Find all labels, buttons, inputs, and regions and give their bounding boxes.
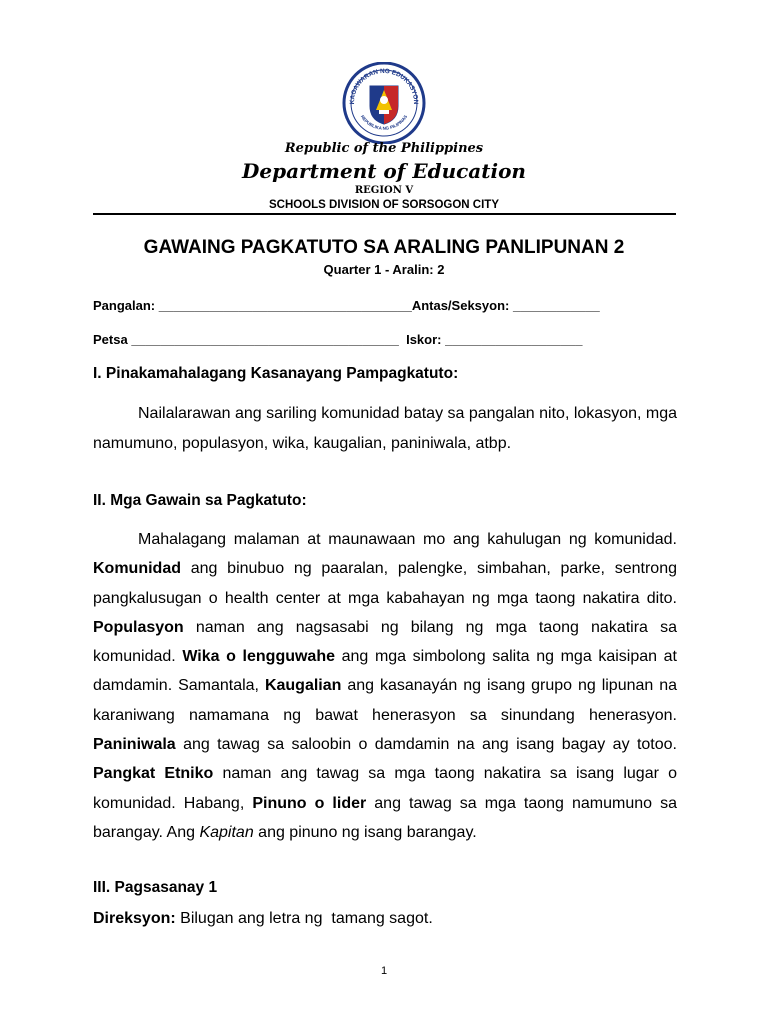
direction-label: Direksyon: <box>93 910 176 927</box>
direction-text: Bilugan ang letra ng tamang sagot. <box>175 910 433 927</box>
seal-text-bottom: REPUBLIKA NG PILIPINAS <box>359 114 409 131</box>
form-row-name <box>93 298 683 313</box>
score-label: Iskor: <box>406 332 442 347</box>
text-run: naman ang tawag sa mga taong nakatira sa isang lugar o komunidad. Habang, <box>93 765 677 812</box>
directions-line <box>93 910 433 928</box>
term-pangkat-etniko: Pangkat Etniko <box>93 765 214 783</box>
term-wika: Wika o lengguwahe <box>182 648 336 666</box>
section1-heading: I. Pinakamahalagang Kasanayang Pampagkatuto: <box>93 365 459 382</box>
text-run: Mahalagang malaman at maunawaan mo ang kahulugan ng komunidad. <box>138 531 677 548</box>
term-komunidad: Komunidad <box>93 560 181 578</box>
text-run: ang pinuno ng isang barangay. <box>253 823 477 841</box>
section2-paragraph <box>93 525 677 847</box>
page-subtitle: Quarter 1 - Aralin: 2 <box>323 262 445 277</box>
section-field[interactable]: ____________ <box>512 298 600 313</box>
text-run: ang mga simbolong salita ng mga kaisipan at damdamin. Samantala, <box>93 648 678 695</box>
section3-heading: III. Pagsasanay 1 <box>93 879 218 896</box>
term-populasyon: Populasyon <box>93 618 184 636</box>
republic-line: Republic of the Philippines <box>284 141 484 156</box>
name-field[interactable]: ___________________________________ <box>158 298 412 313</box>
term-kapitan: Kapitan <box>199 823 254 841</box>
form-row-date <box>93 332 683 347</box>
text-run: ang kasanayán ng isang grupo ng lipunan na karaniwang namamana ng bawat henerasyon sa sinundang henerasyon. <box>93 677 678 724</box>
name-label: Pangalan: <box>93 298 156 313</box>
score-field[interactable]: ___________________ <box>445 332 583 347</box>
division-label: SCHOOLS DIVISION OF SORSOGON CITY <box>268 199 500 211</box>
region-label: REGION V <box>354 185 414 196</box>
department-name: Department of Education <box>242 159 526 183</box>
section-label: Antas/Seksyon: <box>411 298 510 313</box>
section1-paragraph: Nailalarawan ang sariling komunidad batay sa pangalan nito, lokasyon, mga namumuno, populasyon, wika, kaugalian, paniniwala, atbp. <box>93 405 677 452</box>
section2-heading: II. Mga Gawain sa Pagkatuto: <box>93 492 307 509</box>
term-pinuno: Pinuno o lider <box>252 794 367 812</box>
deped-seal <box>334 62 434 144</box>
text-run: ang tawag sa saloobin o damdamin na ang isang bagay ay totoo. <box>175 736 677 754</box>
date-label: Petsa <box>93 332 128 347</box>
page-number: 1 <box>380 965 388 977</box>
seal-text-top: KAGAWARAN NG EDUKASYON <box>348 67 420 105</box>
text-run: naman ang nagsasabi ng bilang ng mga taong nakatira sa komunidad. <box>93 618 677 666</box>
term-kaugalian: Kaugalian <box>264 677 342 695</box>
header-divider <box>93 213 676 215</box>
date-field[interactable]: _____________________________________ <box>131 332 399 347</box>
text-run: ang binubuo ng paaralan, palengke, simbahan, parke, sentrong pangkalusugan o health center at mga kabahayan ng mga taong nakatira dito. <box>93 560 677 607</box>
text-run: ang tawag sa mga taong namumuno sa barangay. Ang <box>93 794 677 841</box>
term-paniniwala: Paniniwala <box>93 736 176 754</box>
page-title: GAWAING PAGKATUTO SA ARALING PANLIPUNAN 2 <box>143 237 625 258</box>
